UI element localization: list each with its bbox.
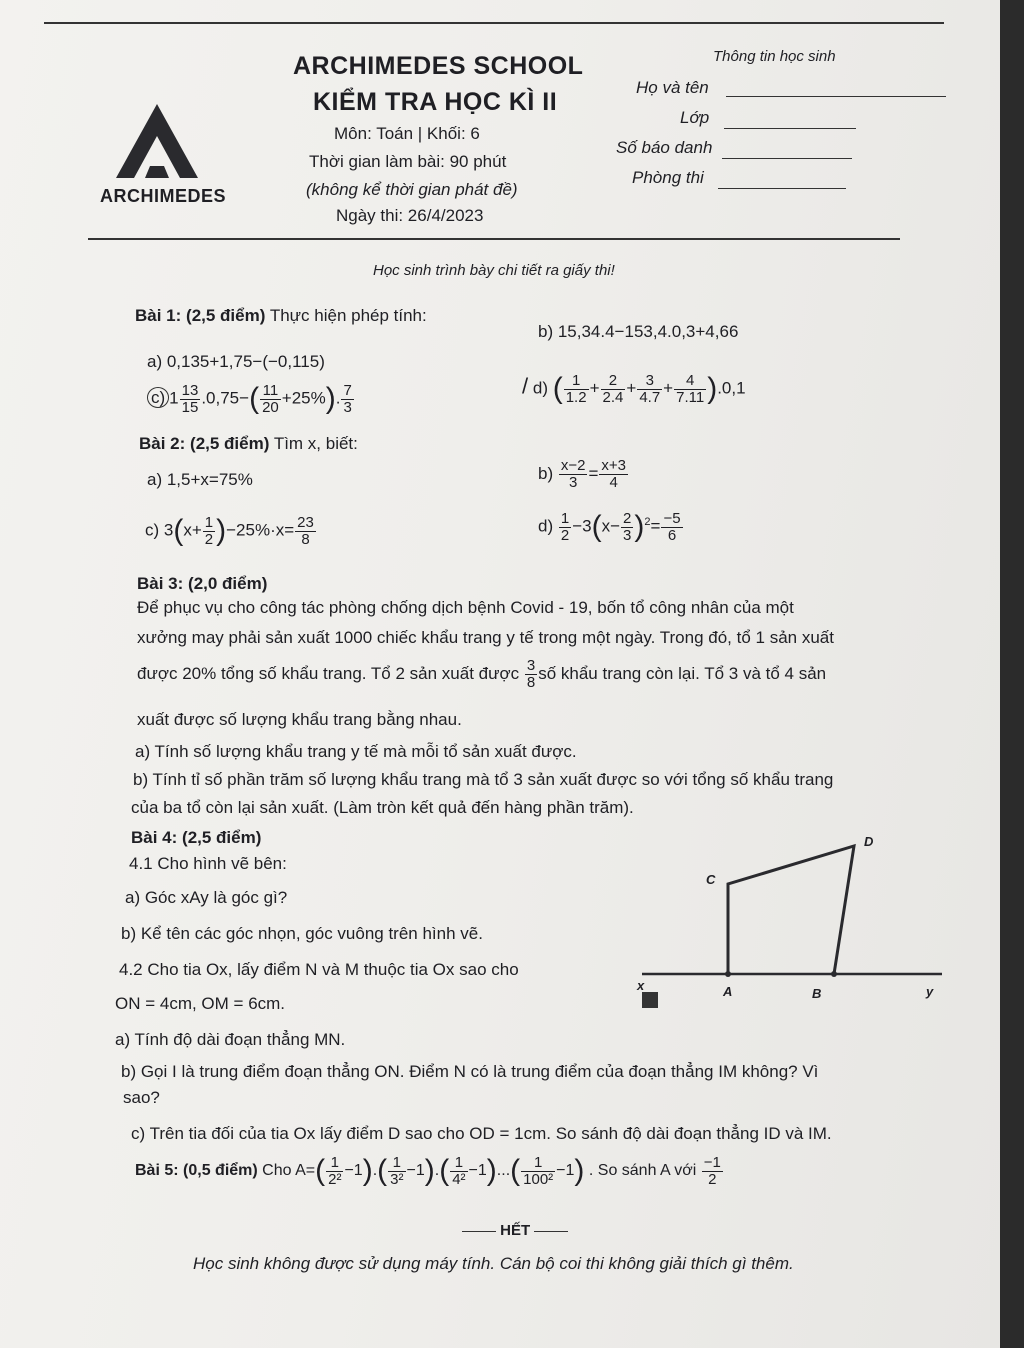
bai3-p4: xuất được số lượng khẩu trang bằng nhau. [137,710,462,729]
bai3-heading: Bài 3: (2,0 điểm) [137,574,268,593]
background-edge [1000,0,1024,1348]
footer-note: Học sinh không được sử dụng máy tính. Cán bộ coi thi không giải thích gì thêm. [193,1254,794,1273]
label-a: A [723,984,733,999]
bai4-s42-data: ON = 4cm, OM = 6cm. [115,994,286,1013]
logo-text: ARCHIMEDES [100,186,227,206]
bai4-s42c: c) Trên tia đối của tia Ox lấy điểm D sao cho OD = 1cm. So sánh độ dài đoạn thẳng ID và IM. [131,1124,832,1143]
bai3-b2: của ba tổ còn lại sản xuất. (Làm tròn kết quả đến hàng phần trăm). [131,798,634,817]
bai3-b1: b) Tính tỉ số phần trăm số lượng khẩu trang mà tổ 3 sản xuất được so với tổng số khẩu trang [133,770,834,789]
room-field[interactable] [718,188,846,189]
bai1-a: a) 0,135+1,75−(−0,115) [147,352,325,371]
polygon-acdb [728,846,854,974]
class-label: Lớp [680,108,710,127]
id-field[interactable] [722,158,852,159]
name-field[interactable] [726,96,946,97]
school-name: ARCHIMEDES SCHOOL [293,52,584,80]
room-label: Phòng thi [632,168,704,187]
label-b: B [812,986,822,1001]
id-label: Số báo danh [616,138,713,157]
bai4-s42b2: sao? [123,1088,160,1107]
label-d: D [864,834,874,849]
point-b [831,971,837,977]
header-rule [88,238,900,240]
duration-note: (không kể thời gian phát đề) [306,180,518,199]
top-rule [44,22,944,24]
bai2-a: a) 1,5+x=75% [147,470,253,489]
bai2-c: c) 3(x+ $\frac{1}{2}$ )−25%·x= $\frac{23}{8}$ [145,513,314,548]
bai4-heading: Bài 4: (2,5 điểm) [131,828,262,847]
bai3-p2: xưởng may phải sản xuất 1000 chiếc khẩu trang y tế trong một ngày. Trong đó, tổ 1 sản xuất [137,628,834,647]
bai5: Bài 5: (0,5 điểm) Cho A=( $\frac{1}{\text{2²}}$ −1).( $\frac{1}{\text{3²}}$ −1).( $\frac{1}{\text{4²}}$ −1)...( $\frac{1}{\text{100²}}$ −1) . So sánh A với $\frac{-1}{2}$ [135,1153,721,1188]
archimedes-logo-icon [112,100,202,182]
student-info-title: Thông tin học sinh [713,48,836,65]
class-field[interactable] [724,128,856,129]
bai4-s41: 4.1 Cho hình vẽ bên: [129,854,287,873]
label-y: y [926,984,934,999]
bai4-s41a: a) Góc xAy là góc gì? [125,888,288,907]
bai1-c: c) 1 $\frac{13}{15}$ .0,75−( $\frac{11}{20}$ +25%). $\frac{7}{3}$ [147,382,355,416]
subject: Môn: Toán | Khối: 6 [334,124,480,143]
bai2-d: d) $\frac{1}{2}$ −3(x− $\frac{2}{3}$ )$^2$= $\frac{-5}{6}$ [538,509,681,544]
end-marker: HẾT [462,1222,568,1239]
bai1-b: b) 15,34.4−153,4.0,3+4,66 [538,322,739,341]
bai4-s42b1: b) Gọi I là trung điểm đoạn thẳng ON. Điểm N có là trung điểm của đoạn thẳng IM không? Vì [121,1062,819,1081]
exam-title: KIỂM TRA HỌC KÌ II [313,88,558,116]
name-label: Họ và tên [636,78,709,97]
bai2-b: b) $\frac{x-2}{3}$ = $\frac{x+3}{4}$ [538,457,627,491]
bai3-a: a) Tính số lượng khẩu trang y tế mà mỗi tổ sản xuất được. [135,742,577,761]
ink-blot [642,992,658,1008]
instruction: Học sinh trình bày chi tiết ra giấy thi! [373,262,615,279]
bai1-heading: Bài 1: (2,5 điểm) Thực hiện phép tính: [135,306,427,325]
bai3-p3: được 20% tổng số khẩu trang. Tổ 2 sản xuất được $\frac{3}{8}$ số khẩu trang còn lại. Tổ 3 và tổ 4 sản [137,657,827,691]
exam-date: Ngày thi: 26/4/2023 [336,206,484,225]
label-c: C [706,872,716,887]
point-a [725,971,731,977]
bai4-s42a: a) Tính độ dài đoạn thẳng MN. [115,1030,346,1049]
label-x: x [637,978,645,993]
bai3-p1: Để phục vụ cho công tác phòng chống dịch bệnh Covid - 19, bốn tổ công nhân của một [137,598,794,617]
bai4-s42: 4.2 Cho tia Ox, lấy điểm N và M thuộc tia Ox sao cho [119,960,519,979]
duration: Thời gian làm bài: 90 phút [309,152,507,171]
bai1-d: / d) ( $\frac{1}{1.2}$ + $\frac{2}{2.4}$ + $\frac{3}{4.7}$ + $\frac{4}{7.11}$ ).0,1 [522,371,746,406]
bai4-s41b: b) Kể tên các góc nhọn, góc vuông trên hình vẽ. [121,924,483,943]
geometry-figure [630,828,950,1018]
bai2-heading: Bài 2: (2,5 điểm) Tìm x, biết: [139,434,358,453]
